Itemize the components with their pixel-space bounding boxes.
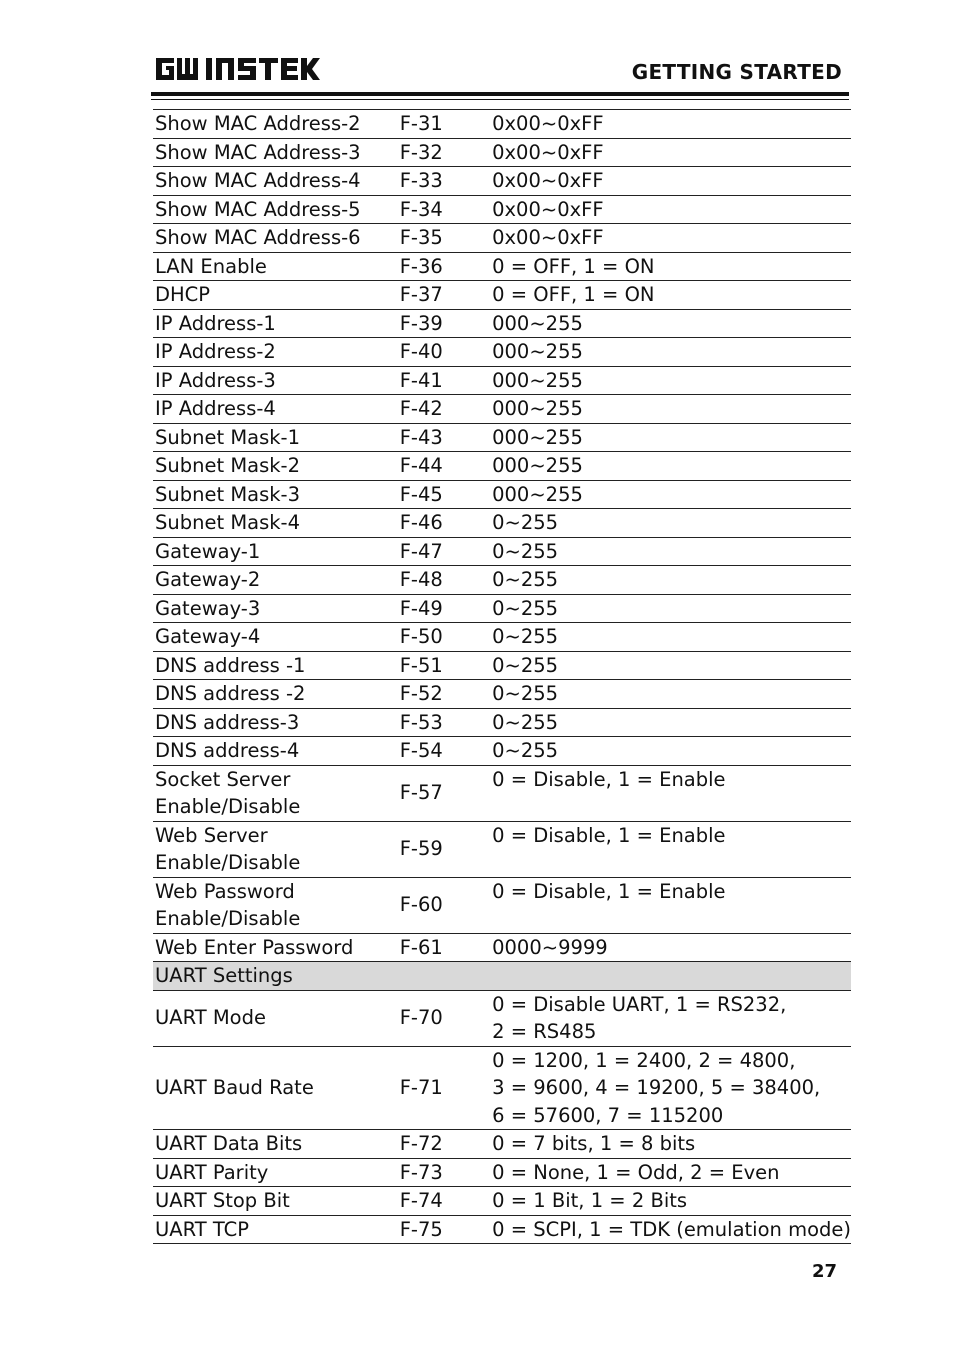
param-code: F-48 [398, 566, 490, 595]
param-range: 000~255 [490, 366, 851, 395]
param-range: 0~255 [490, 566, 851, 595]
param-name-line: Enable/Disable [155, 851, 301, 874]
param-range: 0000~9999 [490, 933, 851, 962]
table-row [153, 566, 851, 595]
section-heading: UART Settings [153, 962, 851, 991]
param-name [153, 877, 398, 933]
param-code: F-46 [398, 509, 490, 538]
param-code: F-52 [398, 680, 490, 709]
param-name: LAN Enable [153, 252, 398, 281]
param-name: UART Data Bits [153, 1130, 398, 1159]
param-code: F-32 [398, 138, 490, 167]
param-range: 0~255 [490, 651, 851, 680]
section-row [153, 962, 851, 991]
param-code: F-35 [398, 224, 490, 253]
param-name: Gateway-4 [153, 623, 398, 652]
param-name: DHCP [153, 281, 398, 310]
param-name: Gateway-1 [153, 537, 398, 566]
param-range: 0 = None, 1 = Odd, 2 = Even [490, 1158, 851, 1187]
param-code: F-70 [398, 990, 490, 1046]
param-code: F-47 [398, 537, 490, 566]
table-row [153, 594, 851, 623]
param-code: F-49 [398, 594, 490, 623]
table-row [153, 281, 851, 310]
param-name: DNS address-4 [153, 737, 398, 766]
table-row [153, 623, 851, 652]
param-code: F-39 [398, 309, 490, 338]
param-range: 0 = SCPI, 1 = TDK (emulation mode) [490, 1215, 851, 1244]
param-code: F-75 [398, 1215, 490, 1244]
param-range: 0x00~0xFF [490, 195, 851, 224]
param-range: 0~255 [490, 623, 851, 652]
table-row [153, 395, 851, 424]
param-name: Subnet Mask-4 [153, 509, 398, 538]
table-row [153, 1158, 851, 1187]
table-row [153, 765, 851, 821]
param-range: 0 = Disable, 1 = Enable [490, 765, 851, 821]
param-range-line: 6 = 57600, 7 = 115200 [492, 1103, 724, 1127]
param-code: F-34 [398, 195, 490, 224]
param-code: F-44 [398, 452, 490, 481]
table-row [153, 933, 851, 962]
param-range: 0x00~0xFF [490, 110, 851, 139]
param-code: F-41 [398, 366, 490, 395]
param-code: F-42 [398, 395, 490, 424]
param-name: DNS address-3 [153, 708, 398, 737]
table-row [153, 537, 851, 566]
param-range: 000~255 [490, 480, 851, 509]
param-name: Gateway-3 [153, 594, 398, 623]
param-name: UART Mode [153, 990, 398, 1046]
param-name: DNS address -1 [153, 651, 398, 680]
table-row [153, 509, 851, 538]
param-code: F-51 [398, 651, 490, 680]
param-code: F-54 [398, 737, 490, 766]
param-range: 0 = OFF, 1 = ON [490, 281, 851, 310]
param-name: UART Parity [153, 1158, 398, 1187]
param-name: Gateway-2 [153, 566, 398, 595]
param-range-line: 3 = 9600, 4 = 19200, 5 = 38400, [492, 1076, 821, 1099]
header-rule-thin [151, 99, 849, 100]
param-range: 0~255 [490, 680, 851, 709]
param-code: F-60 [398, 877, 490, 933]
param-range-line: 0 = Disable UART, 1 = RS232, [492, 992, 787, 1016]
param-name: IP Address-4 [153, 395, 398, 424]
param-name: Show MAC Address-5 [153, 195, 398, 224]
table-row [153, 480, 851, 509]
param-range: 0~255 [490, 594, 851, 623]
table-row [153, 366, 851, 395]
param-code: F-72 [398, 1130, 490, 1159]
table-row [153, 195, 851, 224]
param-code: F-45 [398, 480, 490, 509]
table-row [153, 167, 851, 196]
table-row [153, 737, 851, 766]
param-name: IP Address-3 [153, 366, 398, 395]
param-name: Subnet Mask-3 [153, 480, 398, 509]
param-name: Web Enter Password [153, 933, 398, 962]
param-range: 0 = 7 bits, 1 = 8 bits [490, 1130, 851, 1159]
param-name: IP Address-2 [153, 338, 398, 367]
param-range: 0 = Disable, 1 = Enable [490, 821, 851, 877]
table-row [153, 877, 851, 933]
table-row [153, 990, 851, 1046]
table-row [153, 680, 851, 709]
param-name: DNS address -2 [153, 680, 398, 709]
param-code: F-61 [398, 933, 490, 962]
param-code: F-74 [398, 1187, 490, 1216]
param-range: 0~255 [490, 537, 851, 566]
table-row [153, 708, 851, 737]
param-name-line: Web Password [155, 879, 295, 903]
param-range: 000~255 [490, 395, 851, 424]
table-row [153, 1130, 851, 1159]
param-name-line: Socket Server [155, 767, 291, 791]
param-code: F-37 [398, 281, 490, 310]
param-code: F-50 [398, 623, 490, 652]
table-row [153, 1046, 851, 1130]
param-range: 0~255 [490, 509, 851, 538]
section-title: GETTING STARTED [631, 60, 842, 84]
param-name-line: Enable/Disable [155, 907, 301, 930]
param-name: Show MAC Address-3 [153, 138, 398, 167]
table-row [153, 224, 851, 253]
param-name-line: Web Server [155, 823, 268, 847]
param-name: IP Address-1 [153, 309, 398, 338]
table-row [153, 338, 851, 367]
param-name: Show MAC Address-4 [153, 167, 398, 196]
param-range [490, 1046, 851, 1130]
param-code: F-40 [398, 338, 490, 367]
param-range: 0~255 [490, 708, 851, 737]
param-code: F-43 [398, 423, 490, 452]
param-range: 000~255 [490, 309, 851, 338]
table-row [153, 821, 851, 877]
param-name: Subnet Mask-2 [153, 452, 398, 481]
param-name: UART Baud Rate [153, 1046, 398, 1130]
param-code: F-36 [398, 252, 490, 281]
param-name [153, 765, 398, 821]
param-name [153, 821, 398, 877]
param-name: Show MAC Address-6 [153, 224, 398, 253]
param-range: 0x00~0xFF [490, 138, 851, 167]
param-range [490, 990, 851, 1046]
param-name: Show MAC Address-2 [153, 110, 398, 139]
param-range: 0x00~0xFF [490, 224, 851, 253]
param-code: F-71 [398, 1046, 490, 1130]
param-range-line: 0 = 1200, 1 = 2400, 2 = 4800, [492, 1048, 796, 1072]
param-code: F-59 [398, 821, 490, 877]
table-row [153, 1215, 851, 1244]
table-row [153, 423, 851, 452]
page-number: 27 [812, 1261, 838, 1282]
table-row [153, 1187, 851, 1216]
param-range: 000~255 [490, 423, 851, 452]
param-range: 000~255 [490, 338, 851, 367]
param-code: F-73 [398, 1158, 490, 1187]
table-row [153, 452, 851, 481]
param-range: 0 = Disable, 1 = Enable [490, 877, 851, 933]
table-row [153, 138, 851, 167]
header-rule [151, 92, 849, 96]
param-range: 0 = OFF, 1 = ON [490, 252, 851, 281]
table-row [153, 252, 851, 281]
param-range: 0~255 [490, 737, 851, 766]
table-row [153, 651, 851, 680]
param-name: Subnet Mask-1 [153, 423, 398, 452]
param-name: UART TCP [153, 1215, 398, 1244]
param-code: F-33 [398, 167, 490, 196]
param-code: F-31 [398, 110, 490, 139]
param-range-line: 2 = RS485 [492, 1020, 597, 1043]
table-row [153, 309, 851, 338]
param-code: F-57 [398, 765, 490, 821]
table-row [153, 110, 851, 139]
param-name: UART Stop Bit [153, 1187, 398, 1216]
param-code: F-53 [398, 708, 490, 737]
gw-instek-logo [154, 54, 322, 84]
param-range: 000~255 [490, 452, 851, 481]
param-range: 0x00~0xFF [490, 167, 851, 196]
param-name-line: Enable/Disable [155, 795, 301, 818]
param-range: 0 = 1 Bit, 1 = 2 Bits [490, 1187, 851, 1216]
parameter-table [153, 109, 851, 1244]
